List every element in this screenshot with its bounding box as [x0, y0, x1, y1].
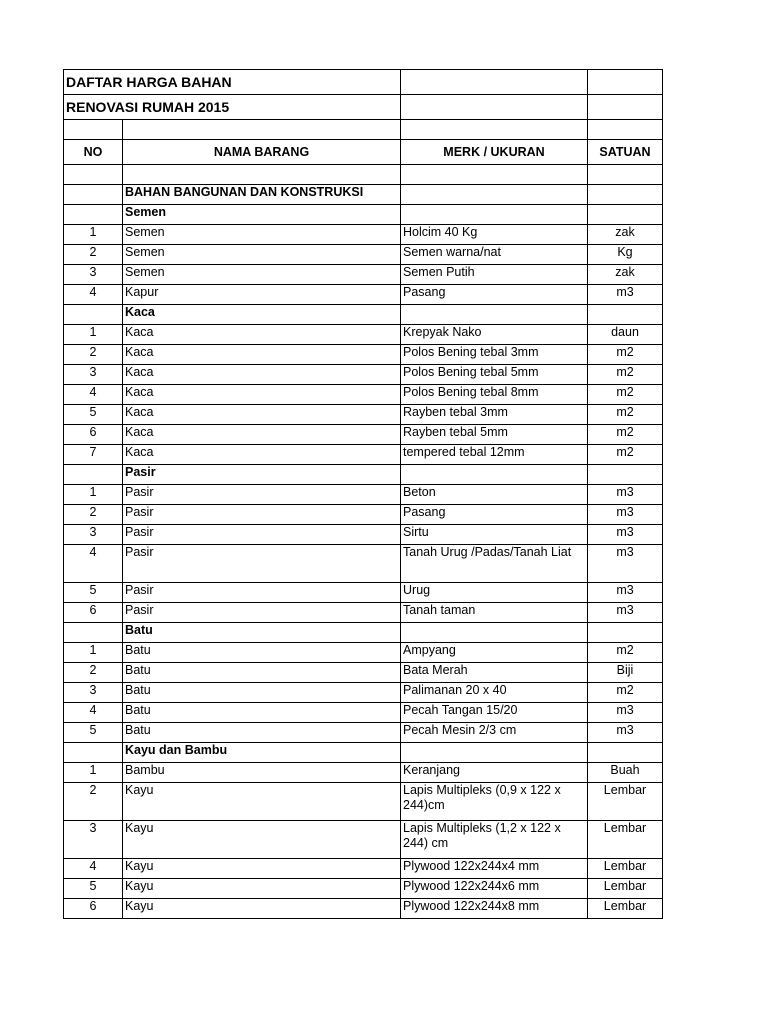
category-label: Batu [123, 623, 401, 643]
item-unit: m3 [588, 285, 663, 305]
item-unit: m2 [588, 345, 663, 365]
table-row [64, 405, 663, 425]
category-row [64, 743, 663, 763]
item-number: 3 [64, 821, 123, 859]
item-unit: Lembar [588, 859, 663, 879]
table-row [64, 603, 663, 623]
item-unit: m2 [588, 405, 663, 425]
item-name: Kapur [123, 285, 401, 305]
item-number: 1 [64, 763, 123, 783]
item-number: 4 [64, 545, 123, 583]
empty-cell [401, 205, 588, 225]
table-row [64, 505, 663, 525]
item-brand-size: Lapis Multipleks (0,9 x 122 x 244)cm [401, 783, 588, 821]
title-row-1 [64, 70, 663, 95]
empty-cell [588, 465, 663, 485]
table-row [64, 723, 663, 743]
table-row [64, 345, 663, 365]
item-unit: m2 [588, 425, 663, 445]
category-label: BAHAN BANGUNAN DAN KONSTRUKSI [123, 185, 401, 205]
item-unit: daun [588, 325, 663, 345]
header-nama-barang: NAMA BARANG [123, 140, 401, 165]
item-brand-size: Lapis Multipleks (1,2 x 122 x 244) cm [401, 821, 588, 859]
item-name: Semen [123, 225, 401, 245]
table-row [64, 445, 663, 465]
item-name: Batu [123, 703, 401, 723]
item-name: Pasir [123, 603, 401, 623]
item-name: Batu [123, 723, 401, 743]
item-number: 2 [64, 245, 123, 265]
item-name: Kaca [123, 445, 401, 465]
item-brand-size: Pasang [401, 505, 588, 525]
table-row [64, 265, 663, 285]
cell [401, 95, 588, 120]
item-number: 2 [64, 663, 123, 683]
item-unit: zak [588, 265, 663, 285]
category-label: Kaca [123, 305, 401, 325]
table-row [64, 703, 663, 723]
item-brand-size: Tanah taman [401, 603, 588, 623]
item-unit: m2 [588, 643, 663, 663]
empty-cell [64, 465, 123, 485]
item-unit: Lembar [588, 783, 663, 821]
table-row [64, 643, 663, 663]
item-number: 3 [64, 683, 123, 703]
cell [588, 95, 663, 120]
empty-cell [64, 205, 123, 225]
empty-cell [64, 185, 123, 205]
table-row [64, 879, 663, 899]
item-name: Pasir [123, 505, 401, 525]
item-unit: m3 [588, 505, 663, 525]
document-title: DAFTAR HARGA BAHAN [64, 70, 401, 95]
item-name: Semen [123, 265, 401, 285]
item-name: Semen [123, 245, 401, 265]
item-number: 5 [64, 879, 123, 899]
item-name: Pasir [123, 485, 401, 505]
table-row [64, 583, 663, 603]
item-brand-size: Keranjang [401, 763, 588, 783]
item-brand-size: Bata Merah [401, 663, 588, 683]
item-brand-size: Polos Bening tebal 3mm [401, 345, 588, 365]
item-brand-size: Sirtu [401, 525, 588, 545]
item-brand-size: Ampyang [401, 643, 588, 663]
table-row [64, 899, 663, 919]
item-name: Kayu [123, 899, 401, 919]
table-row [64, 325, 663, 345]
item-unit: m2 [588, 445, 663, 465]
blank-row [64, 120, 663, 140]
category-label: Pasir [123, 465, 401, 485]
item-number: 2 [64, 505, 123, 525]
table-row [64, 485, 663, 505]
item-number: 1 [64, 325, 123, 345]
empty-cell [64, 743, 123, 763]
empty-cell [588, 305, 663, 325]
item-brand-size: Semen Putih [401, 265, 588, 285]
item-name: Kayu [123, 879, 401, 899]
category-row [64, 205, 663, 225]
table-row [64, 525, 663, 545]
item-number: 6 [64, 899, 123, 919]
item-brand-size: tempered tebal 12mm [401, 445, 588, 465]
item-brand-size: Pasang [401, 285, 588, 305]
item-name: Kayu [123, 859, 401, 879]
table-row [64, 683, 663, 703]
item-brand-size: Polos Bening tebal 8mm [401, 385, 588, 405]
table-row [64, 663, 663, 683]
item-name: Bambu [123, 763, 401, 783]
empty-cell [588, 205, 663, 225]
empty-cell [123, 165, 401, 185]
empty-cell [588, 743, 663, 763]
category-row [64, 185, 663, 205]
item-name: Pasir [123, 583, 401, 603]
item-unit: m3 [588, 525, 663, 545]
item-unit: Lembar [588, 879, 663, 899]
item-number: 6 [64, 603, 123, 623]
empty-cell [401, 623, 588, 643]
item-number: 3 [64, 365, 123, 385]
item-number: 5 [64, 583, 123, 603]
document-subtitle: RENOVASI RUMAH 2015 [64, 95, 401, 120]
item-number: 3 [64, 525, 123, 545]
empty-cell [64, 305, 123, 325]
item-number: 4 [64, 859, 123, 879]
item-brand-size: Tanah Urug /Padas/Tanah Liat [401, 545, 588, 583]
item-unit: m3 [588, 485, 663, 505]
empty-cell [64, 165, 123, 185]
item-name: Kayu [123, 821, 401, 859]
table-row [64, 385, 663, 405]
category-row [64, 305, 663, 325]
cell [588, 70, 663, 95]
empty-cell [64, 623, 123, 643]
item-name: Kaca [123, 365, 401, 385]
table-row [64, 365, 663, 385]
item-unit: m3 [588, 545, 663, 583]
item-unit: zak [588, 225, 663, 245]
table-row [64, 285, 663, 305]
item-unit: m3 [588, 583, 663, 603]
empty-cell [588, 623, 663, 643]
item-number: 1 [64, 225, 123, 245]
header-row [64, 140, 663, 165]
item-unit: m2 [588, 683, 663, 703]
item-unit: m2 [588, 365, 663, 385]
item-unit: Kg [588, 245, 663, 265]
item-unit: Lembar [588, 821, 663, 859]
item-name: Pasir [123, 525, 401, 545]
item-unit: Buah [588, 763, 663, 783]
table-row [64, 245, 663, 265]
empty-cell [401, 185, 588, 205]
item-brand-size: Rayben tebal 5mm [401, 425, 588, 445]
item-number: 6 [64, 425, 123, 445]
item-unit: m3 [588, 603, 663, 623]
item-brand-size: Urug [401, 583, 588, 603]
cell [401, 70, 588, 95]
item-name: Batu [123, 643, 401, 663]
category-label: Kayu dan Bambu [123, 743, 401, 763]
item-unit: Lembar [588, 899, 663, 919]
item-brand-size: Semen warna/nat [401, 245, 588, 265]
title-row-2 [64, 95, 663, 120]
category-label: Semen [123, 205, 401, 225]
item-number: 2 [64, 345, 123, 365]
item-brand-size: Plywood 122x244x8 mm [401, 899, 588, 919]
empty-cell [588, 165, 663, 185]
item-brand-size: Krepyak Nako [401, 325, 588, 345]
price-list-table [63, 69, 663, 919]
empty-cell [588, 185, 663, 205]
item-name: Batu [123, 663, 401, 683]
item-name: Kaca [123, 345, 401, 365]
item-unit: m3 [588, 703, 663, 723]
item-number: 1 [64, 485, 123, 505]
item-brand-size: Pecah Tangan 15/20 [401, 703, 588, 723]
category-row [64, 623, 663, 643]
empty-cell [401, 743, 588, 763]
empty-cell [401, 165, 588, 185]
item-number: 5 [64, 405, 123, 425]
table-row [64, 821, 663, 859]
item-number: 5 [64, 723, 123, 743]
blank-row [64, 165, 663, 185]
item-brand-size: Beton [401, 485, 588, 505]
item-brand-size: Holcim 40 Kg [401, 225, 588, 245]
item-number: 4 [64, 703, 123, 723]
item-number: 4 [64, 285, 123, 305]
table-row [64, 425, 663, 445]
item-brand-size: Polos Bening tebal 5mm [401, 365, 588, 385]
table-row [64, 763, 663, 783]
item-brand-size: Plywood 122x244x6 mm [401, 879, 588, 899]
item-name: Kaca [123, 385, 401, 405]
item-unit: m2 [588, 385, 663, 405]
category-row [64, 465, 663, 485]
item-name: Kaca [123, 405, 401, 425]
item-brand-size: Plywood 122x244x4 mm [401, 859, 588, 879]
item-brand-size: Pecah Mesin 2/3 cm [401, 723, 588, 743]
item-number: 3 [64, 265, 123, 285]
empty-cell [401, 465, 588, 485]
table-row [64, 225, 663, 245]
table-row [64, 859, 663, 879]
item-number: 2 [64, 783, 123, 821]
item-number: 7 [64, 445, 123, 465]
item-name: Pasir [123, 545, 401, 583]
item-name: Batu [123, 683, 401, 703]
table-row [64, 545, 663, 583]
header-satuan: SATUAN [588, 140, 663, 165]
header-merk-ukuran: MERK / UKURAN [401, 140, 588, 165]
item-name: Kaca [123, 425, 401, 445]
item-name: Kayu [123, 783, 401, 821]
item-number: 4 [64, 385, 123, 405]
item-unit: Biji [588, 663, 663, 683]
table-row [64, 783, 663, 821]
item-unit: m3 [588, 723, 663, 743]
item-number: 1 [64, 643, 123, 663]
header-no: NO [64, 140, 123, 165]
item-brand-size: Rayben tebal 3mm [401, 405, 588, 425]
item-brand-size: Palimanan 20 x 40 [401, 683, 588, 703]
item-name: Kaca [123, 325, 401, 345]
empty-cell [401, 305, 588, 325]
